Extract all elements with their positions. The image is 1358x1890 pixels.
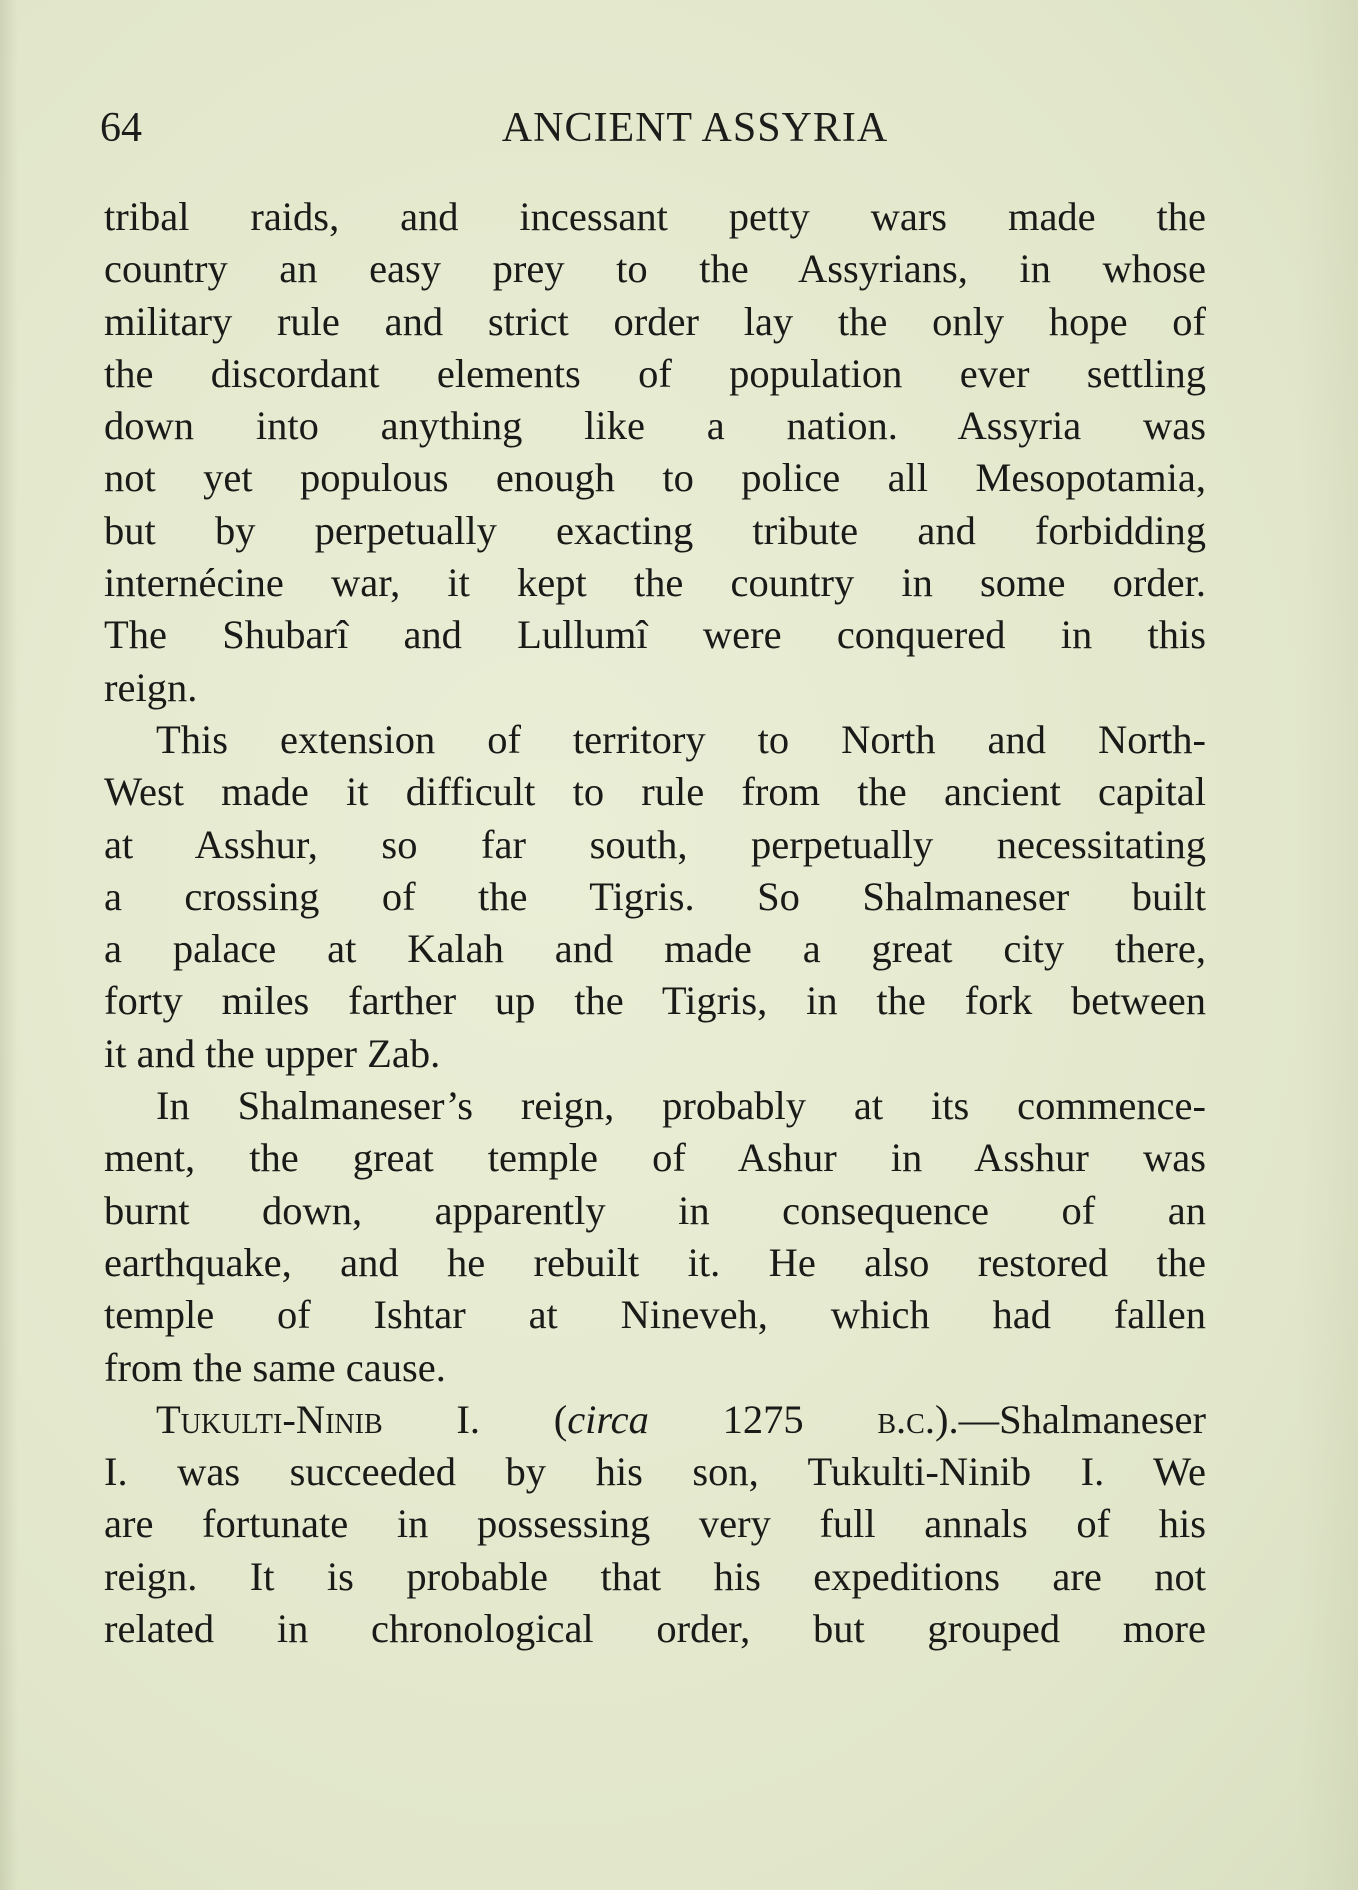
text-line: reign. It is probable that his expeditions are not <box>104 1553 1206 1599</box>
text-line: related in chronological order, but grouped more <box>104 1606 1206 1652</box>
circa-text: circa <box>567 1396 649 1442</box>
text-line: West made it difficult to rule from the ancient capital <box>104 769 1206 815</box>
page-header <box>100 100 1210 156</box>
text-line: country an easy prey to the Assyrians, in whose <box>104 246 1206 292</box>
text-line: are fortunate in possessing very full annals of his <box>104 1501 1206 1547</box>
text-line: from the same cause. <box>104 1344 446 1390</box>
era-text: b.c. <box>877 1396 935 1442</box>
text-line: at Asshur, so far south, perpetually necessitating <box>104 821 1206 867</box>
text-line: I. was succeeded by his son, Tukulti-Ninib I. We <box>104 1449 1206 1495</box>
text-line: a palace at Kalah and made a great city there, <box>104 926 1206 972</box>
king-name: Tukulti-Ninib <box>156 1396 383 1442</box>
text-line: This extension of territory to North and North- <box>156 716 1206 762</box>
text-line: a crossing of the Tigris. So Shalmaneser built <box>104 873 1206 919</box>
text-line: tribal raids, and incessant petty wars made the <box>104 194 1206 239</box>
heading-rest: ).—Shalmaneser <box>934 1396 1206 1442</box>
date-text: 1275 <box>648 1396 878 1442</box>
text-line: reign. <box>104 664 198 710</box>
text-line: In Shalmaneser’s reign, probably at its commence- <box>156 1083 1206 1129</box>
name-suffix: I. ( <box>382 1396 568 1442</box>
text-line: forty miles farther up the Tigris, in the fork between <box>104 978 1206 1024</box>
body-text <box>104 191 1206 1655</box>
text-line: burnt down, apparently in consequence of an <box>104 1187 1206 1233</box>
page-number: 64 <box>100 105 142 151</box>
section-heading-line <box>104 1394 1206 1446</box>
text-line: ment, the great temple of Ashur in Asshur was <box>104 1135 1206 1181</box>
text-line: military rule and strict order lay the only hope of <box>104 298 1206 344</box>
text-line: the discordant elements of population ever settling <box>104 350 1206 396</box>
text-line: temple of Ishtar at Nineveh, which had fallen <box>104 1292 1206 1338</box>
text-line: not yet populous enough to police all Mesopotamia, <box>104 455 1206 501</box>
text-line: it and the upper Zab. <box>104 1030 441 1076</box>
text-line: The Shubarî and Lullumî were conquered in this <box>104 612 1206 658</box>
text-line: internécine war, it kept the country in some order. <box>104 560 1206 606</box>
text-line: earthquake, and he rebuilt it. He also restored the <box>104 1239 1206 1285</box>
text-line: down into anything like a nation. Assyria was <box>104 403 1206 449</box>
text-line: but by perpetually exacting tribute and forbidding <box>104 507 1206 553</box>
running-title: ANCIENT ASSYRIA <box>501 105 889 151</box>
